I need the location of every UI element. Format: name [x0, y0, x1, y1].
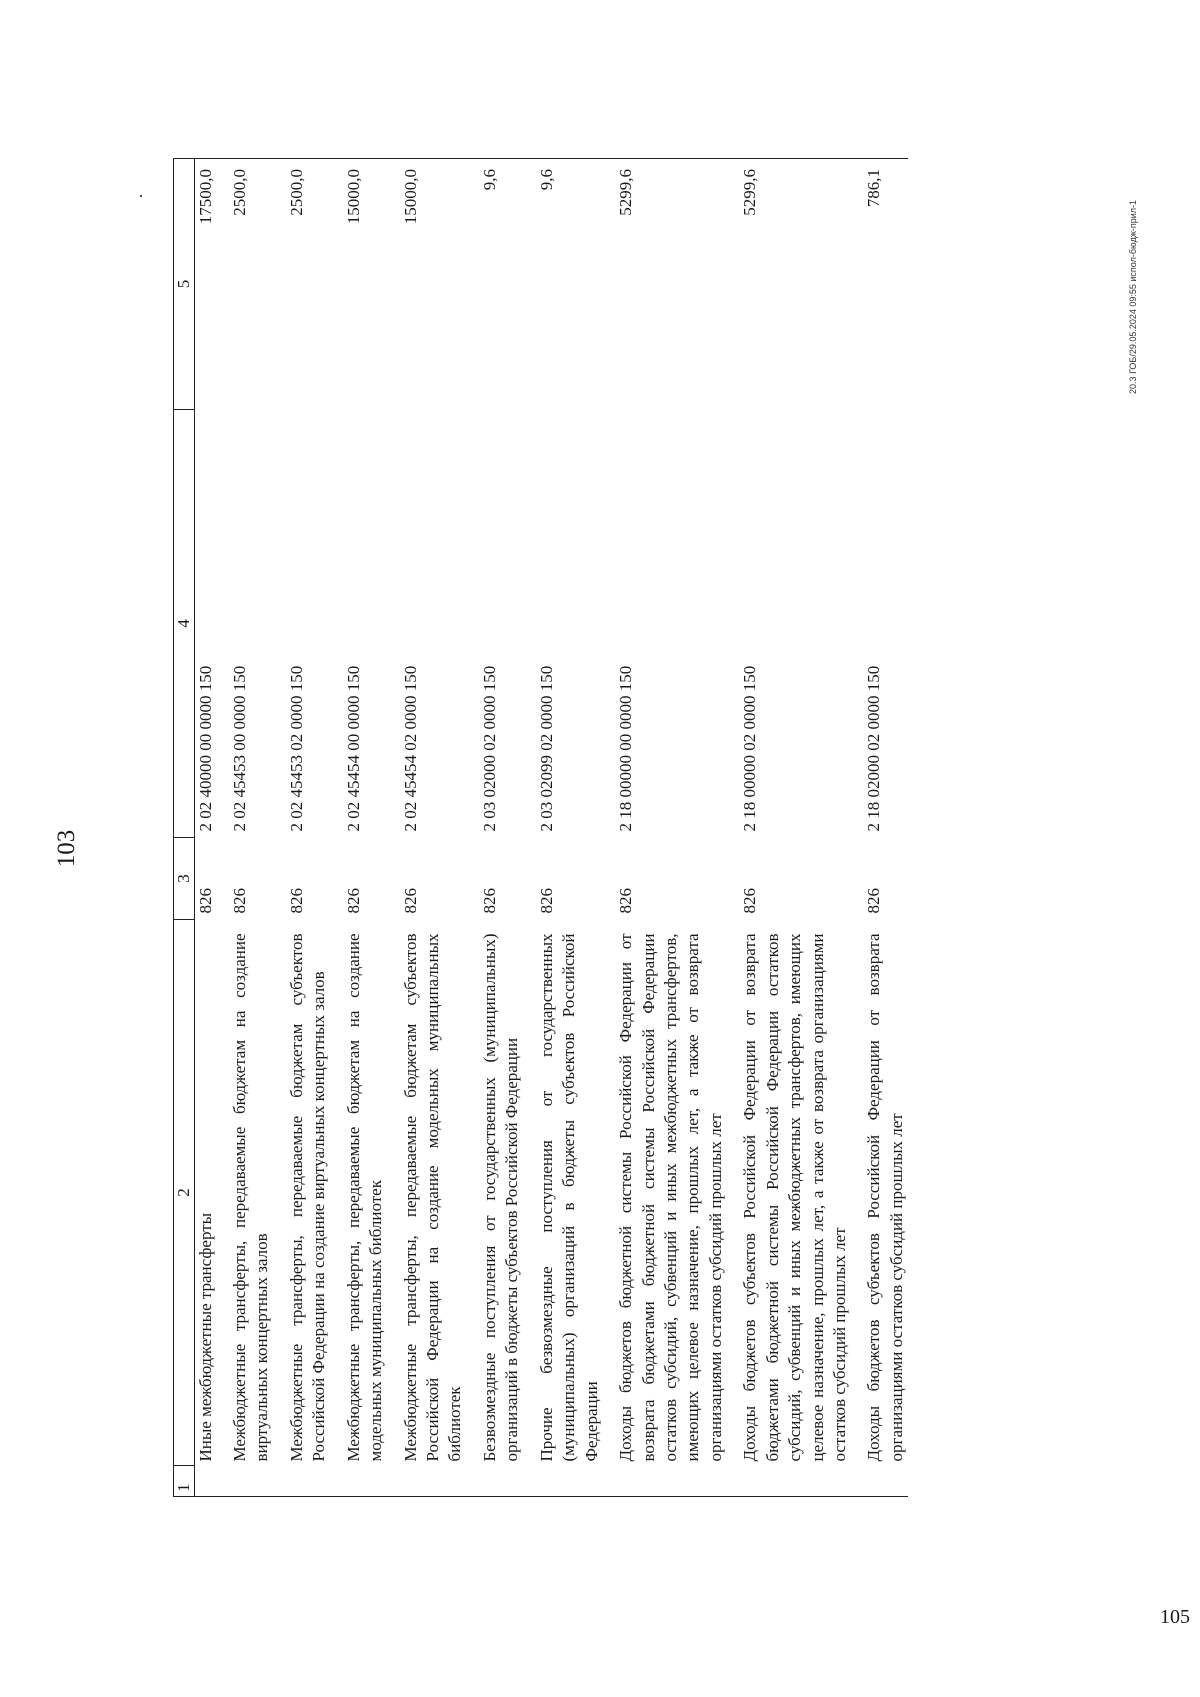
row-amount-cell: 9,6: [536, 159, 603, 410]
table-header-row: [174, 159, 195, 1497]
spacer-cell: [274, 159, 286, 410]
spacer-cell: [331, 410, 343, 838]
table-row: [229, 159, 274, 1497]
row-spacer: [274, 159, 286, 1497]
spacer-cell: [388, 920, 400, 1466]
row-num-cell: [229, 1466, 274, 1497]
spacer-cell: [331, 920, 343, 1466]
row-admin-cell: 826: [343, 888, 363, 914]
page-number-top: 103: [53, 829, 80, 868]
table-row: [739, 159, 851, 1497]
table-row: [286, 159, 331, 1497]
row-code-cell: 2 03 02099 02 0000 150: [536, 665, 556, 832]
spacer-cell: [851, 159, 863, 410]
spacer-cell: [388, 1466, 400, 1497]
row-spacer: [388, 159, 400, 1497]
spacer-cell: [603, 920, 615, 1466]
header-col-4: 4: [174, 410, 195, 838]
row-amount-cell: 15000,0: [343, 159, 388, 410]
spacer-cell: [217, 159, 229, 410]
row-num-cell: [863, 1466, 908, 1497]
row-admin-cell: 826: [616, 888, 636, 914]
row-code-cell: 2 02 45454 00 0000 150: [343, 665, 363, 832]
spacer-cell: [727, 838, 739, 920]
row-code-cell: 2 18 00000 00 0000 150: [616, 665, 636, 832]
row-name-cell: Безвозмездные поступления от государственных (муниципальных) организаций в бюджеты субъектов Российской Федерации: [479, 933, 522, 1462]
spacer-cell: [467, 838, 479, 920]
spacer-cell: [388, 159, 400, 410]
spacer-cell: [851, 1466, 863, 1497]
row-admin-cell: 826: [740, 888, 760, 914]
spacer-cell: [524, 1466, 536, 1497]
spacer-cell: [524, 159, 536, 410]
spacer-cell: [331, 159, 343, 410]
header-col-2: 2: [174, 920, 195, 1466]
row-name-cell: Межбюджетные трансферты, передаваемые бюджетам субъектов Российской Федерации на создание виртуальных концертных залов: [286, 933, 329, 1462]
row-amount-cell: 17500,0: [194, 159, 217, 410]
row-name-cell: Доходы бюджетов субъектов Российской Федерации от возврата бюджетами бюджетной системы Российской Федерации остатков субсидий, субвенций и иных межбюджетных трансфертов, имеющих целевое назначение, прошлых лет, а также от возврата организациями остатков субсидий прошлых лет: [740, 933, 850, 1462]
spacer-cell: [524, 410, 536, 838]
spacer-cell: [274, 1466, 286, 1497]
spacer-cell: [603, 410, 615, 838]
row-admin-cell: 826: [195, 888, 215, 914]
spacer-cell: [331, 838, 343, 920]
table-row: [615, 159, 727, 1497]
spacer-cell: [851, 920, 863, 1466]
spacer-cell: [217, 1466, 229, 1497]
revenue-table-body: [174, 159, 909, 1497]
row-code-cell: 2 02 45454 02 0000 150: [400, 665, 420, 832]
table-row: [863, 159, 908, 1497]
spacer-cell: [603, 838, 615, 920]
spacer-cell: [388, 838, 400, 920]
row-name-cell: Иные межбюджетные трансферты: [195, 1212, 215, 1462]
row-admin-cell: 826: [864, 888, 884, 914]
spacer-cell: [331, 1466, 343, 1497]
row-code-cell: 2 02 45453 00 0000 150: [229, 665, 249, 832]
spacer-cell: [467, 159, 479, 410]
scan-speck: [140, 195, 142, 197]
row-admin-cell: 826: [479, 888, 499, 914]
spacer-cell: [727, 920, 739, 1466]
page-number-bottom: 105: [1160, 1606, 1190, 1628]
header-col-5: 5: [174, 159, 195, 410]
spacer-cell: [851, 410, 863, 838]
row-name-cell: Доходы бюджетов субъектов Российской Федерации от возврата организациями остатков субсидий прошлых лет: [864, 933, 906, 1462]
table-row: [400, 159, 467, 1497]
row-name-cell: Межбюджетные трансферты, передаваемые бюджетам субъектов Российской Федерации на создание модельных муниципальных библиотек: [400, 933, 465, 1462]
row-name-cell: Межбюджетные трансферты, передаваемые бюджетам на создание виртуальных концертных залов: [229, 933, 272, 1462]
spacer-cell: [217, 838, 229, 920]
row-amount-cell: 2500,0: [229, 159, 274, 410]
row-num-cell: [615, 1466, 727, 1497]
table-row: [536, 159, 603, 1497]
table-row: [194, 159, 217, 1497]
row-num-cell: [400, 1466, 467, 1497]
row-amount-cell: 9,6: [479, 159, 524, 410]
row-num-cell: [286, 1466, 331, 1497]
table-row: [479, 159, 524, 1497]
row-spacer: [217, 159, 229, 1497]
row-admin-cell: 826: [400, 888, 420, 914]
spacer-cell: [467, 1466, 479, 1497]
row-code-cell: 2 18 02000 02 0000 150: [864, 665, 884, 832]
row-admin-cell: 826: [536, 888, 556, 914]
row-admin-cell: 826: [286, 888, 306, 914]
row-amount-cell: 5299,6: [739, 159, 851, 410]
spacer-cell: [524, 920, 536, 1466]
revenue-table: [173, 158, 908, 1497]
row-code-cell: 2 02 45453 02 0000 150: [286, 665, 306, 832]
row-num-cell: [194, 1466, 217, 1497]
spacer-cell: [851, 838, 863, 920]
row-spacer: [851, 159, 863, 1497]
row-amount-cell: 2500,0: [286, 159, 331, 410]
spacer-cell: [217, 410, 229, 838]
spacer-cell: [524, 838, 536, 920]
row-spacer: [603, 159, 615, 1497]
spacer-cell: [727, 159, 739, 410]
row-name-cell: Межбюджетные трансферты, передаваемые бюджетам на создание модельных муниципальных библиотек: [343, 933, 386, 1462]
spacer-cell: [603, 159, 615, 410]
row-amount-cell: 786,1: [863, 159, 908, 410]
row-spacer: [331, 159, 343, 1497]
row-num-cell: [343, 1466, 388, 1497]
spacer-cell: [467, 920, 479, 1466]
spacer-cell: [217, 920, 229, 1466]
row-code-cell: 2 18 00000 02 0000 150: [740, 665, 760, 832]
row-name-cell: Прочие безвозмездные поступления от государственных (муниципальных) организаций в бюджеты субъектов Российской Федерации: [536, 933, 601, 1462]
header-col-1: 1: [174, 1466, 195, 1497]
spacer-cell: [388, 410, 400, 838]
row-name-cell: Доходы бюджетов бюджетной системы Российской Федерации от возврата бюджетами бюджетной системы Российской Федерации остатков субсидий, субвенций и иных межбюджетных трансфертов, имеющих целевое назначение, прошлых лет, а также от возврата организациями остатков субсидий прошлых лет: [616, 933, 725, 1462]
row-num-cell: [739, 1466, 851, 1497]
spacer-cell: [274, 838, 286, 920]
spacer-cell: [727, 410, 739, 838]
row-amount-cell: 5299,6: [615, 159, 727, 410]
spacer-cell: [274, 410, 286, 838]
row-code-cell: 2 02 40000 00 0000 150: [195, 665, 215, 832]
row-amount-cell: 15000,0: [400, 159, 467, 410]
footer-document-code: 20.3 ГОБ/29.05.2024 09:55 испол-бюдж-прил-1: [1128, 200, 1138, 394]
table-row: [343, 159, 388, 1497]
row-num-cell: [479, 1466, 524, 1497]
header-col-3: 3: [174, 838, 195, 920]
spacer-cell: [727, 1466, 739, 1497]
row-code-cell: 2 03 02000 02 0000 150: [479, 665, 499, 832]
row-admin-cell: 826: [229, 888, 249, 914]
spacer-cell: [467, 410, 479, 838]
row-spacer: [467, 159, 479, 1497]
spacer-cell: [274, 920, 286, 1466]
row-num-cell: [536, 1466, 603, 1497]
spacer-cell: [603, 1466, 615, 1497]
row-spacer: [727, 159, 739, 1497]
row-spacer: [524, 159, 536, 1497]
